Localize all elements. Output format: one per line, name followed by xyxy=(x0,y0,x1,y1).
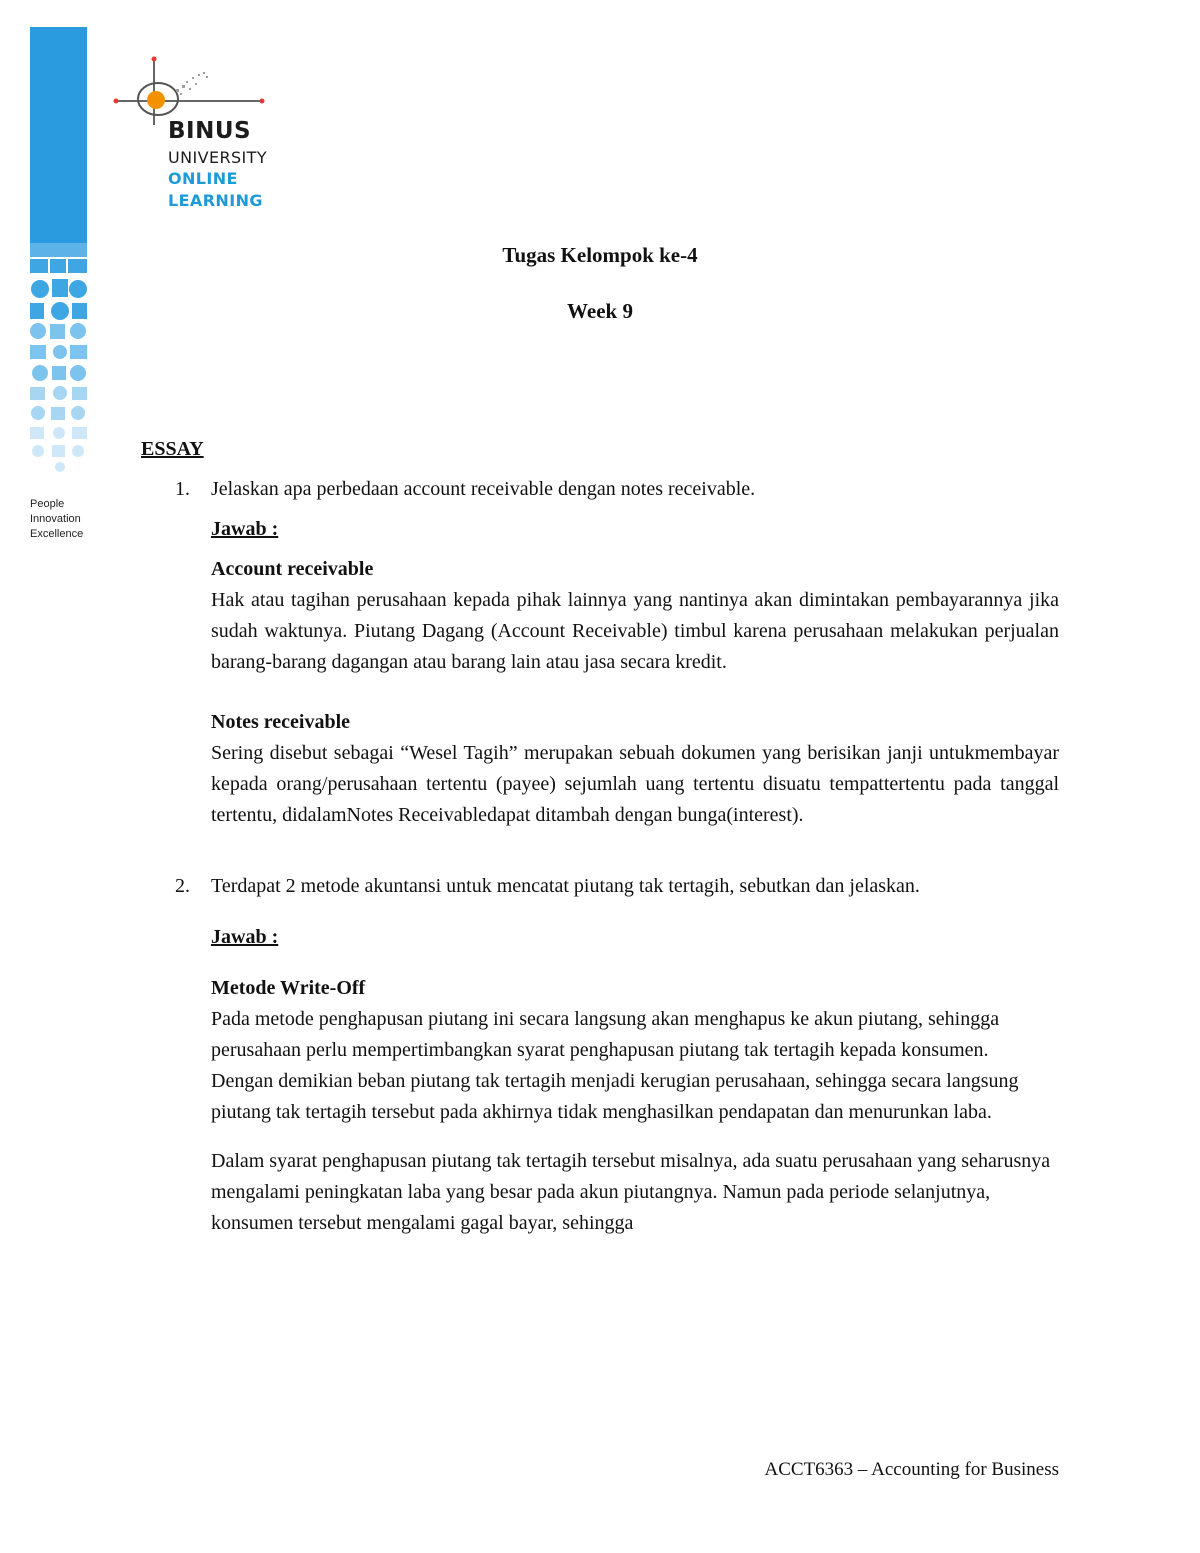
answer-part-body: Dalam syarat penghapusan piutang tak tertagih tersebut misalnya, ada suatu perusahaan yang seharusnya mengalami peningkatan laba yang besar pada akun piutangnya. Namun pada periode selanjutnya, konsumen tersebut mengalami gagal bayar, sehingga xyxy=(211,1150,1051,1234)
binus-logo xyxy=(112,55,282,215)
question-text: Terdapat 2 metode akuntansi untuk mencatat piutang tak tertagih, sebutkan dan jelaskan. xyxy=(211,875,920,897)
tagline-line: Innovation xyxy=(30,513,81,525)
question-number: 1. xyxy=(175,478,190,500)
answer-part-body: Pada metode penghapusan piutang ini secara langsung akan menghapus ke akun piutang, sehingga perusahaan perlu mempertimbangkan syarat penghapusan piutang tak tertagih kepada konsumen. xyxy=(211,1008,1000,1061)
answer-part-title: Notes receivable xyxy=(211,711,351,733)
tagline xyxy=(30,497,100,542)
answer-part-body: Sering disebut sebagai “Wesel Tagih” merupakan sebuah dokumen yang berisikan janji untukmembayar kepada orang/perusahaan tertentu (payee) sejumlah uang tertentu disuatu tempattertentu pada tanggal tertentu, didalamNotes Receivabledapat ditambah dengan bunga(interest). xyxy=(211,742,1059,826)
document-body xyxy=(141,434,1059,1239)
logo-wordmark-learning: LEARNING xyxy=(168,191,263,210)
logo-wordmark-binus: BINUS xyxy=(168,118,252,144)
tagline-line: People xyxy=(30,498,65,510)
binus-logo-mark-icon xyxy=(112,55,282,125)
question-text: Jelaskan apa perbedaan account receivable dengan notes receivable. xyxy=(211,478,756,500)
page-footer: ACCT6363 – Accounting for Business xyxy=(764,1459,1059,1480)
logo-wordmark-online: ONLINE xyxy=(168,169,238,188)
answer-part-body: Dengan demikian beban piutang tak tertagih menjadi kerugian perusahaan, sehingga secara langsung piutang tak tertagih tersebut pada akhirnya tidak menghasilkan pendapatan dan menurunkan laba. xyxy=(211,1070,1019,1123)
answer-part-title: Account receivable xyxy=(211,558,374,580)
question-number: 2. xyxy=(175,875,190,897)
answer-label: Jawab : xyxy=(211,926,279,948)
answer-label: Jawab : xyxy=(211,518,279,540)
answer-part-title: Metode Write-Off xyxy=(211,977,366,999)
tagline-line: Excellence xyxy=(30,528,84,540)
answer-part-body: Hak atau tagihan perusahaan kepada pihak lainnya yang nantinya akan dimintakan pembayarannya jika sudah waktunya. Piutang Dagang (Account Receivable) timbul karena perusahaan melakukan perjualan barang-barang dagangan atau barang lain atau jasa secara kredit. xyxy=(211,589,1059,673)
question-2 xyxy=(141,871,1059,902)
section-heading: ESSAY xyxy=(141,438,204,460)
question-1 xyxy=(141,474,1059,505)
document-title: Tugas Kelompok ke-4 xyxy=(502,243,698,267)
logo-wordmark-university: UNIVERSITY xyxy=(168,148,267,167)
document-week: Week 9 xyxy=(567,299,633,323)
